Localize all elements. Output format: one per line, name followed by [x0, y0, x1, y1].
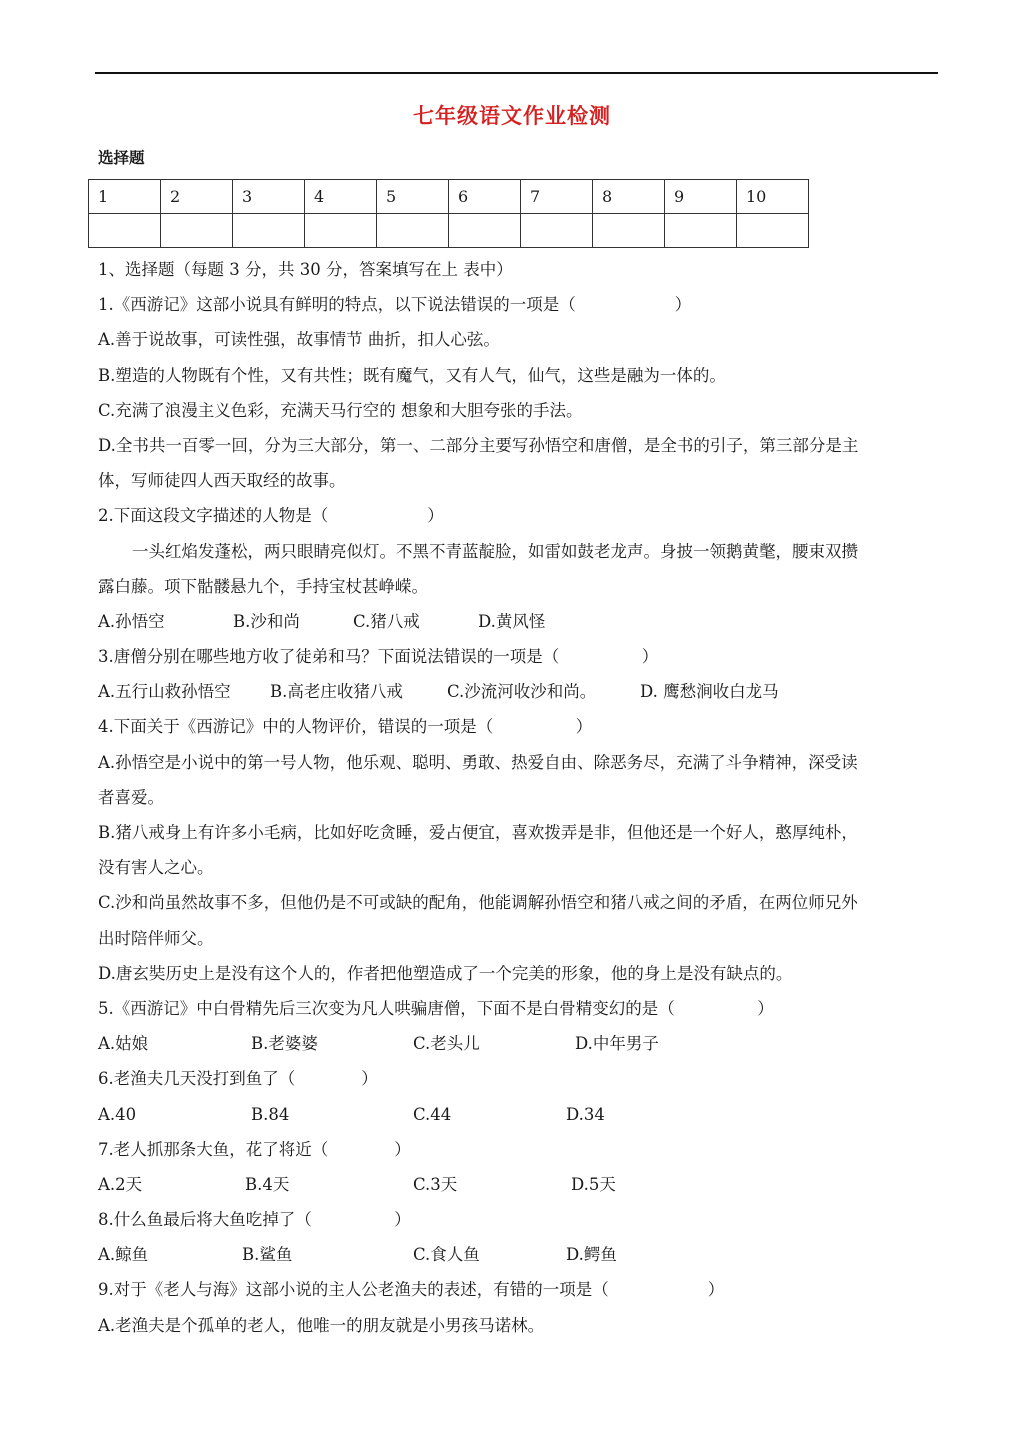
- option-item: A.孙悟空: [98, 611, 165, 631]
- option-item: A.鲸鱼: [98, 1245, 149, 1265]
- option-item: B.4天: [245, 1174, 290, 1194]
- option-item: D.鳄鱼: [566, 1245, 617, 1265]
- option-item: B.高老庄收猪八戒: [270, 682, 403, 702]
- option-row: [98, 1237, 928, 1272]
- option-item: D.34: [566, 1104, 605, 1124]
- answer-table-header-cell: 6: [449, 180, 521, 214]
- text-line: B.塑造的人物既有个性，又有共性；既有魔气，又有人气，仙气，这些是融为一体的。: [98, 365, 726, 385]
- option-item: D. 鹰愁涧收白龙马: [640, 682, 779, 702]
- answer-table-header-cell: 9: [665, 180, 737, 214]
- text-line: A.善于说故事，可读性强，故事情节 曲折，扣人心弦。: [98, 330, 500, 350]
- text-line: 5.《西游记》中白骨精先后三次变为凡人哄骗唐僧，下面不是白骨精变幻的是（ ）: [98, 998, 774, 1018]
- text-line: 6.老渔夫几天没打到鱼了（ ）: [98, 1069, 378, 1089]
- answer-table-header-cell: 7: [521, 180, 593, 214]
- text-line: 4.下面关于《西游记》中的人物评价，错误的一项是（ ）: [98, 717, 593, 737]
- option-row: [98, 1167, 928, 1202]
- answer-table: [88, 179, 809, 248]
- text-line: 3.唐僧分别在哪些地方收了徒弟和马？下面说法错误的一项是（ ）: [98, 647, 659, 667]
- option-item: C.食人鱼: [413, 1245, 480, 1265]
- answer-cell[interactable]: [665, 214, 737, 248]
- answer-cell[interactable]: [161, 214, 233, 248]
- text-line: C.充满了浪漫主义色彩，充满天马行空的 想象和大胆夸张的手法。: [98, 400, 583, 420]
- text-line: D.唐玄奘历史上是没有这个人的，作者把他塑造成了一个完美的形象，他的身上是没有缺点的。: [98, 963, 793, 983]
- answer-cell[interactable]: [737, 214, 809, 248]
- answer-table-header-cell: 10: [737, 180, 809, 214]
- option-item: A.姑娘: [98, 1034, 149, 1054]
- question-content: [98, 252, 928, 1343]
- text-line: 2.下面这段文字描述的人物是（ ）: [98, 506, 444, 526]
- text-line: 1、选择题（每题 3 分，共 30 分，答案填写在上 表中）: [98, 260, 513, 279]
- answer-table-header-cell: 8: [593, 180, 665, 214]
- option-item: C.猪八戒: [353, 611, 420, 631]
- option-row: [98, 604, 928, 639]
- option-row: [98, 1026, 928, 1061]
- option-item: D.黄风怪: [478, 611, 546, 631]
- text-line: 8.什么鱼最后将大鱼吃掉了（ ）: [98, 1210, 411, 1230]
- text-line: 7.老人抓那条大鱼，花了将近（ ）: [98, 1139, 411, 1159]
- option-item: B.沙和尚: [233, 611, 300, 631]
- answer-cell[interactable]: [521, 214, 593, 248]
- option-item: B.84: [251, 1104, 290, 1124]
- text-line: 体，写师徒四人西天取经的故事。: [98, 471, 346, 491]
- answer-table-header-row: [89, 180, 809, 214]
- header-rule: [95, 72, 938, 74]
- text-line: 一头红焰发蓬松，两只眼睛亮似灯。不黑不青蓝靛脸，如雷如鼓老龙声。身披一领鹅黄氅，腰束双攒: [132, 541, 858, 561]
- option-item: A.五行山救孙悟空: [98, 682, 231, 702]
- answer-cell[interactable]: [89, 214, 161, 248]
- option-item: C.老头儿: [413, 1034, 480, 1054]
- page-title: 七年级语文作业检测: [413, 104, 611, 128]
- text-line: 者喜爱。: [98, 787, 164, 807]
- answer-table-blank-row: [89, 214, 809, 248]
- option-item: C.3天: [413, 1174, 458, 1194]
- option-item: B.老婆婆: [251, 1034, 318, 1054]
- answer-cell[interactable]: [449, 214, 521, 248]
- option-row: [98, 674, 928, 709]
- text-line: 1.《西游记》这部小说具有鲜明的特点，以下说法错误的一项是（ ）: [98, 295, 692, 315]
- answer-table-header-cell: 4: [305, 180, 377, 214]
- option-item: C.44: [413, 1104, 452, 1124]
- text-line: 露白藤。项下骷髅悬九个，手持宝杖甚峥嵘。: [98, 576, 428, 596]
- option-item: A.40: [98, 1104, 137, 1124]
- text-line: 9.对于《老人与海》这部小说的主人公老渔夫的表述，有错的一项是（ ）: [98, 1280, 725, 1300]
- text-line: A.孙悟空是小说中的第一号人物，他乐观、聪明、勇敢、热爱自由、除恶务尽，充满了斗争精神，深受读: [98, 752, 858, 772]
- text-line: B.猪八戒身上有许多小毛病，比如好吃贪睡，爱占便宜，喜欢拨弄是非，但他还是一个好人，憨厚纯朴，: [98, 823, 858, 842]
- answer-cell[interactable]: [377, 214, 449, 248]
- answer-cell[interactable]: [593, 214, 665, 248]
- answer-cell[interactable]: [233, 214, 305, 248]
- option-row: [98, 1097, 928, 1132]
- answer-cell[interactable]: [305, 214, 377, 248]
- option-item: A.2天: [98, 1174, 143, 1194]
- option-item: D.5天: [571, 1174, 616, 1194]
- answer-table-header-cell: 2: [161, 180, 233, 214]
- text-line: 没有害人之心。: [98, 858, 214, 878]
- section-heading: 选择题: [98, 149, 145, 167]
- text-line: C.沙和尚虽然故事不多，但他仍是不可或缺的配角，他能调解孙悟空和猪八戒之间的矛盾，在两位师兄外: [98, 893, 858, 913]
- text-line: 出时陪伴师父。: [98, 928, 214, 948]
- text-line: D.全书共一百零一回，分为三大部分，第一、二部分主要写孙悟空和唐僧，是全书的引子，第三部分是主: [98, 435, 859, 455]
- text-line: A.老渔夫是个孤单的老人，他唯一的朋友就是小男孩马诺林。: [98, 1315, 545, 1335]
- answer-table-header-cell: 5: [377, 180, 449, 214]
- option-item: B.鲨鱼: [242, 1245, 293, 1265]
- option-item: D.中年男子: [575, 1034, 659, 1054]
- answer-table-header-cell: 3: [233, 180, 305, 214]
- answer-table-header-cell: 1: [89, 180, 161, 214]
- option-item: C.沙流河收沙和尚。: [447, 682, 597, 702]
